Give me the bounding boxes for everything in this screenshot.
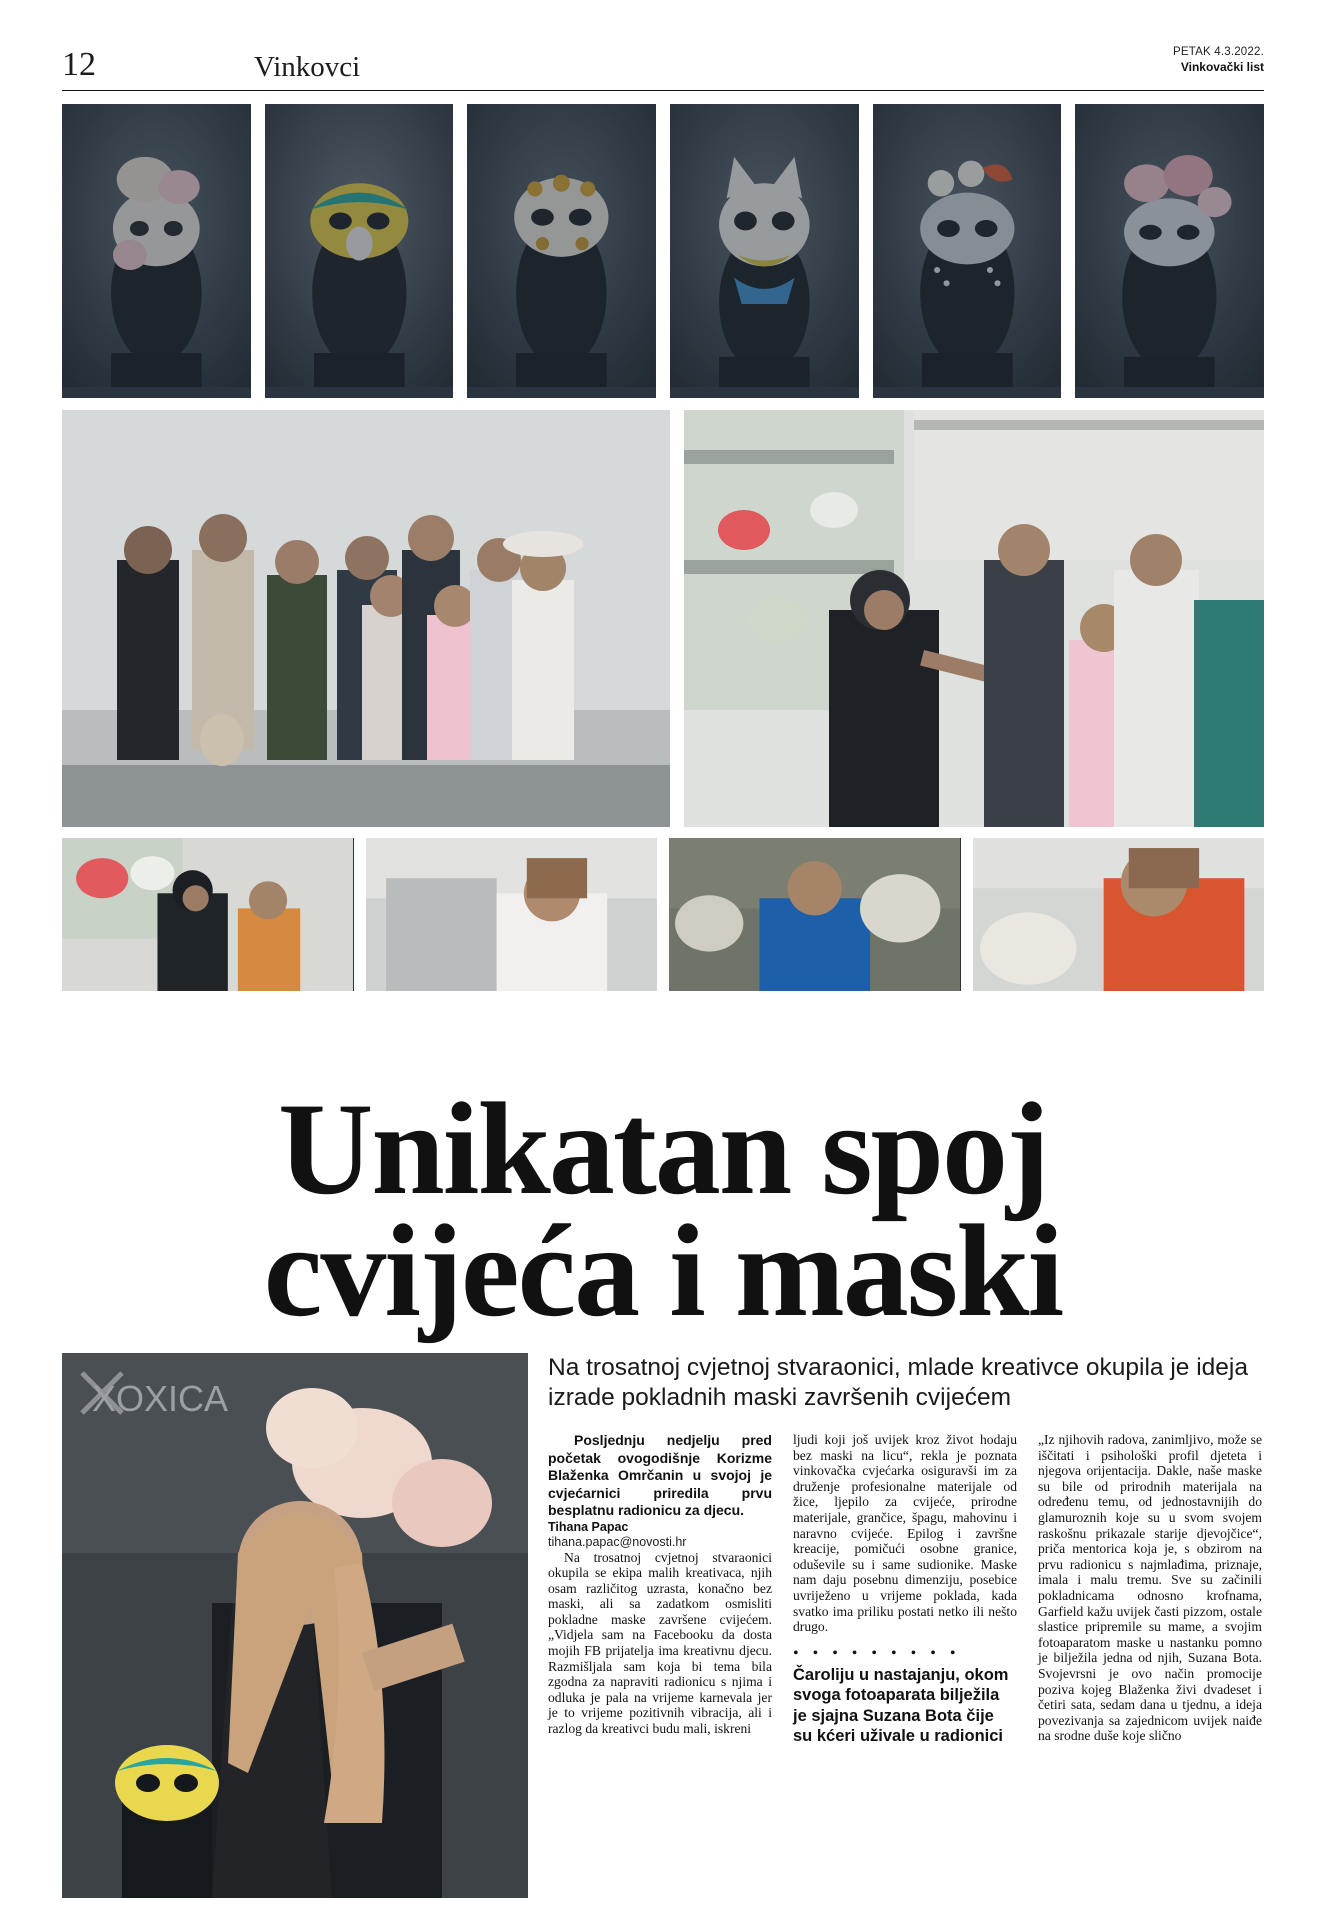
workshop-detail-1 — [62, 838, 354, 991]
mask-photo-5 — [873, 104, 1062, 398]
feature-photo-row — [62, 410, 1264, 827]
mask-photo-2 — [265, 104, 454, 398]
header-divider — [62, 90, 1264, 91]
article-headline — [62, 1075, 1264, 1345]
body-paragraph-2: ljudi koji još uvijek kroz život hodaju bez maski na licu“, rekla je poznata vinkovačka cvjećarka osiguravši im za druženje profesionalne materijale od žice, ljepilo za cvijeće, prirodne materijale, grančice, špagu, mahovinu i naravno cvijeće. Epilog i završne kreacije, pomičući osobne granice, oduševile su i same sudionike. Maske nam daju posebnu dimenziju, posebice uvriježeno u vrijeme poklada, kada svatko ima priliku postati netko ili nešto drugo. — [793, 1432, 1017, 1635]
masthead-info — [1173, 46, 1264, 75]
body-column-2 — [793, 1432, 1017, 1900]
mask-photo-6 — [1075, 104, 1264, 398]
group-photo — [62, 410, 670, 827]
headline-line-1: Unikatan spoj — [278, 1075, 1048, 1223]
mask-photo-3 — [467, 104, 656, 398]
byline-email: tihana.papac@novosti.hr — [548, 1534, 687, 1549]
photo-row-small — [62, 838, 1264, 991]
section-title: Vinkovci — [254, 51, 361, 83]
byline-name: Tihana Papac — [548, 1519, 629, 1534]
pullquote-divider: • • • • • • • • • — [793, 1644, 961, 1662]
page-number: 12 — [62, 46, 96, 83]
mask-photo-1 — [62, 104, 251, 398]
body-column-1 — [548, 1432, 772, 1900]
svg-text:XOXICA: XOXICA — [92, 1378, 229, 1419]
body-paragraph-1: Na trosatnoj cvjetnoj stvaraonici okupila se ekipa malih kreativaca, njih osam različitog uzrasta, konačno bez maski, ali sa zadatkom osmisliti pokladne maske završene cvijećem. „Vidjela sam na Facebooku da dosta mojih FB prijatelja ima kreativnu djecu. Razmišljala sam koja bi tema bila zgodna za napraviti radionicu s njima i odluka je pala na vrijeme karnevala jer je to vrijeme pozitivnih vibracija, ali i razlog da kreativci budu mali, iskreni — [548, 1549, 772, 1737]
issue-date: PETAK 4.3.2022. — [1172, 46, 1264, 58]
article-deck: Na trosatnoj cvjetnoj stvaraonici, mlade kreativce okupila je ideja izrade pokladnih maski završenih cvijećem — [548, 1354, 1248, 1411]
lead-photo — [62, 1353, 528, 1898]
headline-line-2: cvijeća i maski — [263, 1197, 1063, 1345]
article-body — [548, 1432, 1264, 1900]
workshop-detail-3 — [669, 838, 961, 991]
pullquote-text: Čaroliju u nastajanju, okom svoga fotoaparata bilježila je sjajna Suzana Bota čije su kćeri uživale u radionici — [793, 1665, 1009, 1746]
workshop-photo — [684, 410, 1264, 827]
workshop-detail-2 — [366, 838, 658, 991]
mask-photo-4 — [670, 104, 859, 398]
body-column-3 — [1038, 1432, 1262, 1900]
article-lede: Posljednju nedjelju pred početak ovogodišnje Korizme Blaženka Omrčanin u svojoj je cvjećarnici priredila prvu besplatnu radionicu za djecu. — [548, 1432, 772, 1518]
masthead — [62, 46, 1264, 90]
workshop-detail-4 — [973, 838, 1265, 991]
publication-name: Vinkovački list — [1180, 60, 1264, 74]
body-paragraph-3: „Iz njihovih radova, zanimljivo, može se iščitati i psihološki profil djeteta i njegova orijentacija. Dakle, naše maske su bile od prirodnih materijala na određenu temu, od jednostavnijih do glamuroznih koje su u svom svojem raskošnu prikazale starije djevojčice“, priča mentorica koja je, s obzirom na prvu radionicu s najmlađima, priznaje, imala i malu tremu. Sve su začinili pokladnicama odnosno krofnama, Garfield kažu uvijek časti pizzom, ostale slastice pripremile su mame, a svojim fotoaparatom maske u nastanku pomno je bilježila jedna od njih, Suzana Bota. Svojevrsni je ovo način promocije poziva kojeg Blaženka živi dvadeset i četiri sata, sedam dana u tjednu, a ideja povezivanja sa zajednicom uvijek naiđe na srodne duše koje slično — [1038, 1432, 1262, 1744]
photo-strip — [62, 104, 1264, 398]
